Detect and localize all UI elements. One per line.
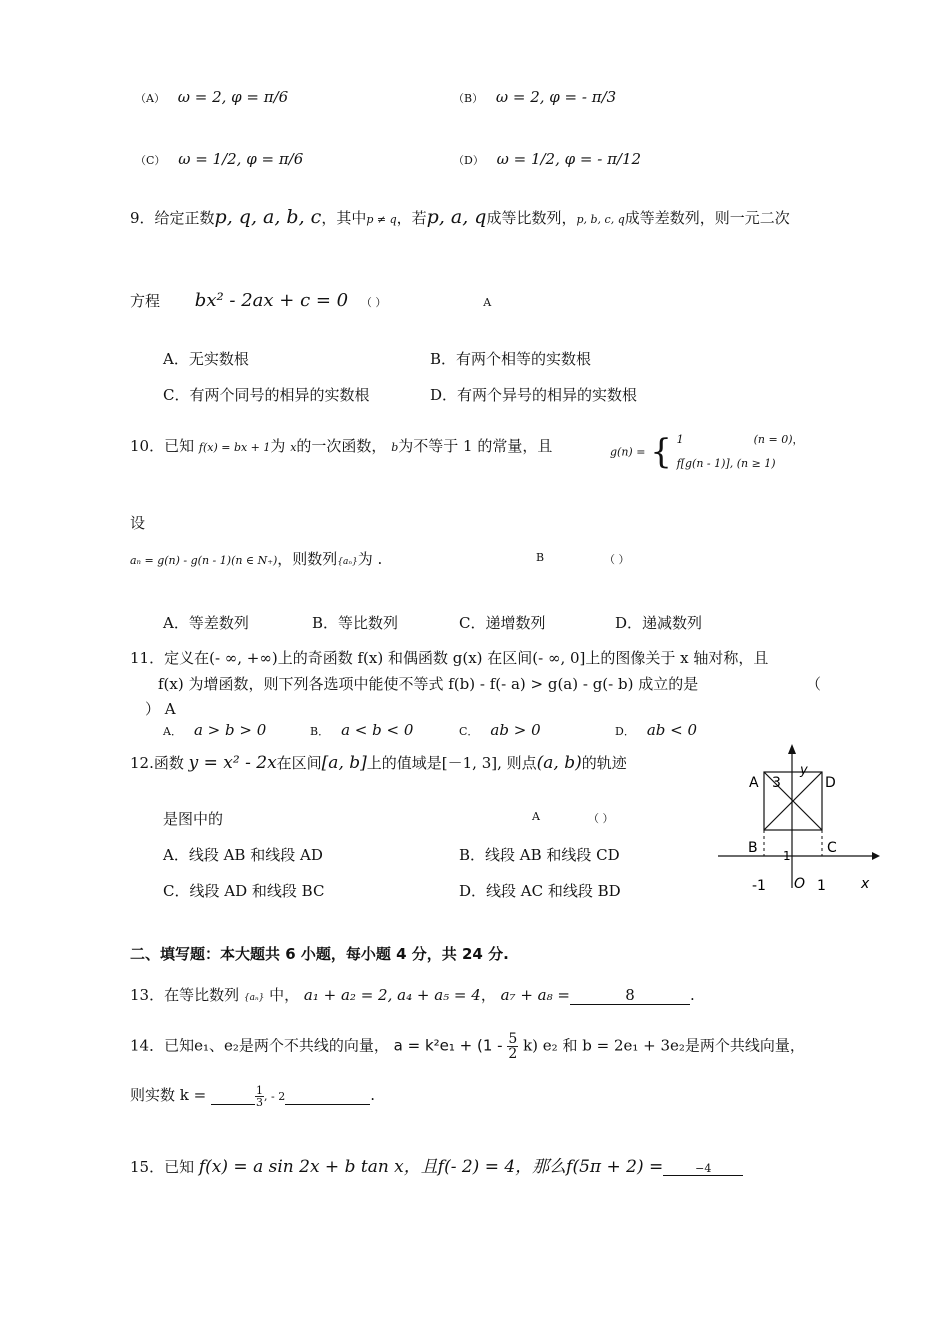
q9-option-d: D．有两个异号的相异的实数根 <box>430 386 638 404</box>
q10-she: 设 <box>130 514 146 532</box>
q12-option-c: C．线段 AD 和线段 BC <box>163 882 325 900</box>
label-3: 3 <box>772 775 781 791</box>
q14: 14．已知e₁、e₂是两个不共线的向量， a = k²e₁ + (1 - $\frac{5}{2}$ k) e₂ 和 b = 2e₁ + 3e₂是两个共线向量， <box>130 1031 805 1062</box>
q11-option-c: C． ab > 0 <box>459 721 541 739</box>
q14-answer-line: 则实数 k = $\frac{1}{3}$ , - 2 . <box>130 1083 375 1109</box>
q11-line2: f(x) 为增函数，则下列各选项中能使不等式 f(b) - f(- a) > g(a) - g(- b) 成立的是 <box>158 675 699 693</box>
q12-option-a: A．线段 AB 和线段 AD <box>163 846 323 864</box>
q12-option-d: D．线段 AC 和线段 BD <box>459 882 621 900</box>
q8-option-c-expr: ω = 1/2, φ = π/6 <box>178 150 304 168</box>
q8-option-d: （D） ω = 1/2, φ = - π/12 <box>453 150 642 168</box>
q9-option-a: A．无实数根 <box>163 350 249 368</box>
q14-fraction: $\frac{5}{2}$ <box>508 1031 518 1062</box>
q12-stem: 12.函数 y = x² - 2x在区间[a, b]上的值域是[－1, 3], 则点(a, b)的轨迹 <box>130 753 627 773</box>
label-origin: O <box>794 876 806 892</box>
q10-paren: （ ） <box>604 553 630 566</box>
q9-option-b: B．有两个相等的实数根 <box>430 350 592 368</box>
y-axis-arrow <box>788 744 796 754</box>
q11-paren-open: （ <box>806 675 822 693</box>
q15: 15．已知 f(x) = a sin 2x + b tan x，且f(- 2) = 4，那么f(5π + 2) = −4 <box>130 1152 743 1177</box>
x-axis-arrow <box>872 852 880 860</box>
q8-option-b-expr: ω = 2, φ = - π/3 <box>495 88 617 106</box>
q9-equation: bx² - 2ax + c = 0 <box>194 290 349 311</box>
q13-answer: 8 <box>570 986 690 1005</box>
q11-line1: 11．定义在(- ∞, +∞)上的奇函数 f(x) 和偶函数 g(x) 在区间(- ∞, 0]上的图像关于 x 轴对称，且 <box>130 649 769 667</box>
q8-option-b: （B） ω = 2, φ = - π/3 <box>453 88 617 106</box>
q11-option-a: A． a > b > 0 <box>163 721 267 739</box>
label-a: A <box>749 775 759 791</box>
label-d: D <box>825 775 836 791</box>
label-minus-1: -1 <box>752 878 766 894</box>
q14-answer-fraction: $\frac{1}{3}$ <box>255 1083 263 1109</box>
q9-equation-line: 方程 bx² - 2ax + c = 0 （ ） A <box>130 290 492 311</box>
q10-answer: B <box>536 551 545 564</box>
label-x: x <box>861 876 870 892</box>
q11-option-b: B． a < b < 0 <box>310 721 414 739</box>
q8-option-a-expr: ω = 2, φ = π/6 <box>177 88 289 106</box>
q14-answer-rest: , - 2 <box>263 1090 286 1103</box>
q8-option-d-expr: ω = 1/2, φ = - π/12 <box>496 150 642 168</box>
q12-answer: A <box>532 810 540 823</box>
label-y: y <box>800 763 808 778</box>
q10-option-b: B．等比数列 <box>312 614 399 632</box>
q10-stem: 10．已知 f(x) = bx + 1为 x的一次函数， b为不等于 1 的常量，且 <box>130 437 553 455</box>
q9-stem: 9．给定正数p, q, a, b, c，其中p ≠ q，若p, a, q成等比数列，p, b, c, q成等差数列，则一元二次 <box>130 206 790 228</box>
q10-piecewise: g(n) = { 1 (n = 0)， f[g(n - 1)], (n ≥ 1) <box>610 432 804 472</box>
section-2-heading: 二、填写题：本大题共 6 小题，每小题 4 分，共 24 分. <box>130 945 509 963</box>
q10-option-d: D．递减数列 <box>615 614 703 632</box>
q9-answer: A <box>483 296 492 309</box>
q13: 13．在等比数列 {aₙ} 中， a₁ + a₂ = 2, a₄ + a₅ = 4， a₇ + a₈ = 8 . <box>130 986 695 1004</box>
q15-answer: −4 <box>663 1162 743 1176</box>
q8-option-a: （A） ω = 2, φ = π/6 <box>135 88 289 106</box>
q10-option-c: C．递增数列 <box>459 614 546 632</box>
q10-an-line: aₙ = g(n) - g(n - 1)(n ∈ N₊)，则数列{aₙ}为 . <box>130 550 383 568</box>
label-c: C <box>827 840 837 856</box>
label-b: B <box>748 840 758 856</box>
q12-paren: （ ） <box>588 812 614 825</box>
q11-option-d: D． ab < 0 <box>615 721 698 739</box>
q11-line3: ） A <box>145 700 176 718</box>
q12-line2: 是图中的 <box>163 810 224 828</box>
q9-option-c: C．有两个同号的相异的实数根 <box>163 386 370 404</box>
label-1: 1 <box>817 878 826 894</box>
q12-option-b: B．线段 AB 和线段 CD <box>459 846 620 864</box>
label-1-inner: 1 <box>783 849 791 863</box>
q8-option-c: （C） ω = 1/2, φ = π/6 <box>135 150 304 168</box>
q10-option-a: A．等差数列 <box>163 614 249 632</box>
q12-figure <box>712 740 882 900</box>
